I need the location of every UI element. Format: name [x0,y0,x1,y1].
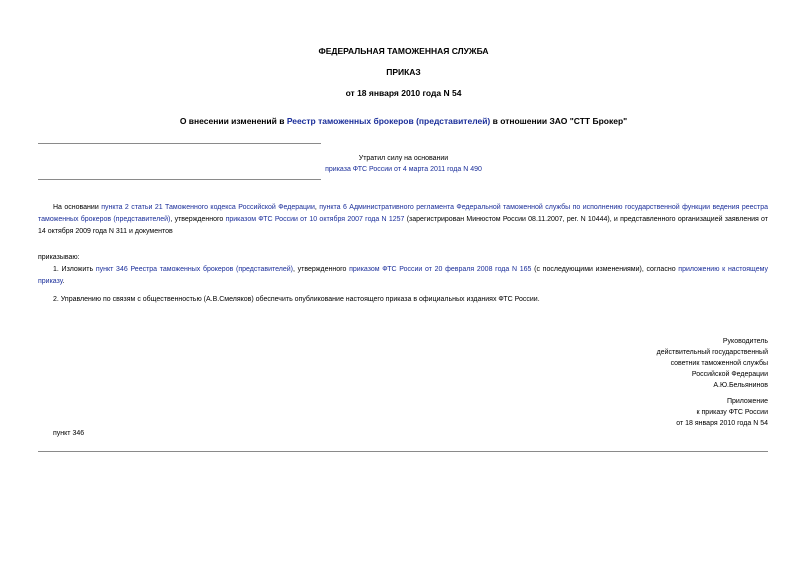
status-link-row [0,164,807,176]
footer-item-label: пункт 346 [53,430,85,437]
item-1-text-2: , утвержденного [293,266,350,273]
agency-name: ФЕДЕРАЛЬНАЯ ТАМОЖЕННАЯ СЛУЖБА [318,46,489,56]
document-type: ПРИКАЗ [386,67,421,77]
customs-code-link[interactable]: пункта 2 статьи 21 Таможенного кодекса Российской Федерации [101,204,315,211]
item-2-paragraph: 2. Управлению по связям с общественностью (А.В.Смеляков) обеспечить опубликование настоящего приказа в официальных изданиях ФТС России. [53,296,540,303]
status-top-divider [38,143,321,144]
title-registry-link[interactable]: Реестр таможенных брокеров (представителей) [286,116,491,126]
signature-line: Российской Федерации [691,371,768,378]
order-165-link[interactable]: приказом ФТС России от 20 февраля 2008 года N 165 [349,266,532,273]
appendix-line: от 18 января 2010 года N 54 [676,420,768,427]
appendix-line: Приложение [726,398,768,405]
preamble-text-1: На основании [53,204,102,211]
signature-block [657,336,768,391]
status-line: Утратил силу на основании [358,155,449,162]
status-bottom-divider [38,179,321,180]
registry-item-346-link[interactable]: пункт 346 Реестра таможенных брокеров (представителей) [95,266,294,273]
preamble-text-3: , утвержденного [170,216,226,223]
title-text-post: в отношении ЗАО "СТТ Брокер" [490,116,628,126]
signature-line: А.Ю.Бельянинов [713,382,768,389]
document-date: от 18 января 2010 года N 54 [345,88,462,98]
order-1257-link[interactable]: приказом ФТС России от 10 октября 2007 года N 1257 [225,216,405,223]
order-word: приказываю: [38,254,80,261]
signature-line: Руководитель [722,338,768,345]
item-1-text-4: . [62,278,65,285]
signature-line: действительный государственный [656,349,768,356]
appendix-line: к приказу ФТС России [696,409,768,416]
document-title [0,115,807,127]
preamble-text-2: , [314,204,320,211]
preamble-text-4: (зарегистрирован Минюстом России 08.11.2007, рег. N 10444), и представленного организацией заявления от 14 октября 2009 года N 311 и документов [38,216,768,235]
status-repeal-link[interactable]: приказа ФТС России от 4 марта 2011 года N 490 [325,166,482,173]
footer-divider [38,451,768,452]
item-1-text-3: (с последующими изменениями), согласно [531,266,679,273]
admin-regulation-link[interactable]: пункта 6 Административного регламента Федеральной таможенной службы по исполнению государственной функции ведения реестра таможенных брокеров (представителей) [38,204,768,223]
item-1-paragraph [38,264,768,288]
signature-line: советник таможенной службы [670,360,768,367]
item-1-text-1: 1. Изложить [53,266,96,273]
appendix-block [676,396,768,429]
appendix-link[interactable]: приложению к настоящему приказу [38,266,768,285]
preamble-paragraph [38,202,768,238]
title-text-pre: О внесении изменений в [179,116,287,126]
